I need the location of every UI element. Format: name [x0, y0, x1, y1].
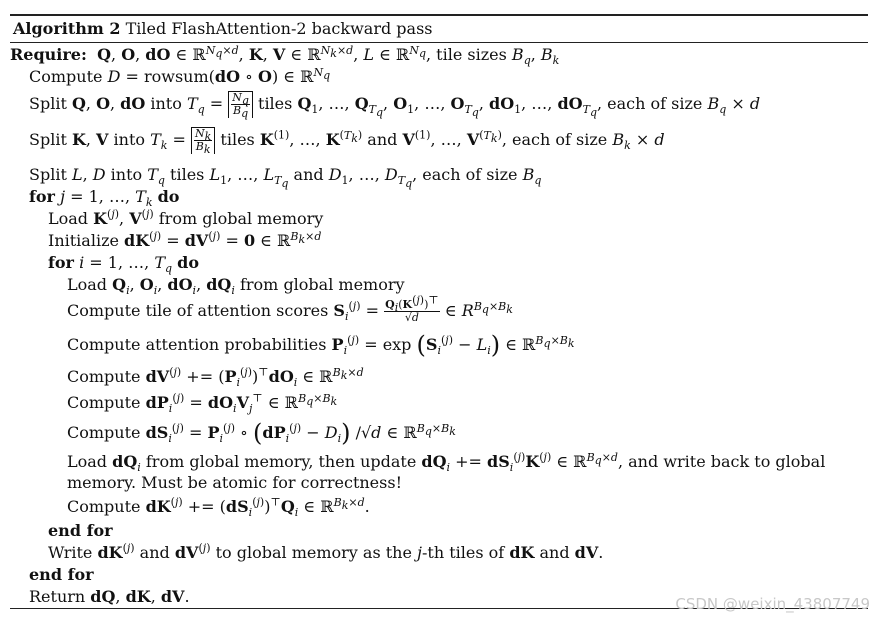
- line-compute-p: Compute attention probabilities $P_i^{(j)} = \exp (S_i^{(j)} - L_i)$ ∈ ℝ$^{B_q\times B_k}$: [67, 331, 575, 359]
- line-end-for-outer: [10, 565, 868, 584]
- line-compute-dk: Compute $dK^{(j)} += (dS_i^{(j)})^⊤Q_i$ ∈ ℝ$^{B_k\times d}$.: [67, 495, 370, 520]
- caption-label: Algorithm 2: [13, 19, 121, 38]
- line-end-for-inner: [10, 521, 868, 540]
- for-keyword: for: [48, 253, 74, 272]
- line-for-i: for i = 1, …, $T_q$ do: [48, 253, 199, 276]
- algorithm-block: [10, 14, 868, 609]
- line-compute-ds: Compute $dS_i^{(j)} = P_i^{(j)}$ ∘ $(dP_i^{(j)} - D_i)$ /√d ∈ ℝ$^{B_q\times B_k}$: [67, 419, 456, 447]
- line-compute-dv: Compute $dV^{(j)} += (P_i^{(j)})^⊤dO_i$ ∈ ℝ$^{B_k\times d}$: [67, 365, 364, 390]
- line-split-l: Split L, D into $T_q$ tiles $L_1$, …, $L_{T_q}$ and $D_1$, …, $D_{T_q}$, each of size $B_q$: [29, 165, 542, 191]
- line-load-dq: Load $dQ_i$ from global memory, then update $dQ_i += dS_i^{(j)}K^{(j)}$ ∈ ℝ$^{B_q\times d}$, and write back to global memory. Must be atomic for correctness!: [67, 450, 826, 492]
- end-for-keyword: end for: [48, 521, 113, 540]
- line-split-k: Split K, V into $T_k$ = $\frac{N_k}{B_k}$ tiles $K^{(1)}$, …, $K^{(T_k)}$ and $V^{(1)}$, …, $V^{(T_k)}$, each of size $B_k \times d$: [29, 127, 665, 157]
- do-keyword: do: [157, 187, 180, 206]
- do-keyword: do: [177, 253, 199, 272]
- line-split-q: Split Q, O, dO into $T_q$ = $\frac{N_q}{B_q}$ tiles $Q_1$, …, $Q_{T_q}$, $O_1$, …, $O_{T_q}$, $dO_1$, …, $dO_{T_q}$, each of size $B_q \times d$: [29, 91, 761, 121]
- for-keyword: for: [29, 187, 55, 206]
- line-compute-d: Compute D = rowsum(dO ∘ O) ∈ ℝ$^{N_q}$: [29, 65, 331, 86]
- line-write: Write $dK^{(j)}$ and $dV^{(j)}$ to global memory as the j-th tiles of dK and dV.: [48, 541, 604, 562]
- line-require: [10, 43, 868, 68]
- line-initialize: Initialize $dK^{(j)} = dV^{(j)} = 0$ ∈ ℝ$^{B_k\times d}$: [48, 229, 322, 250]
- caption-title: Tiled FlashAttention-2 backward pass: [125, 19, 433, 38]
- require-content: Q, O, dO ∈ ℝ$^{N_q\times d}$, K, V ∈ ℝ$^{N_k\times d}$, L ∈ ℝ$^{N_q}$, tile sizes $B_q$, $B_k$: [97, 43, 560, 68]
- line-return: Return dQ, dK, dV.: [29, 587, 190, 606]
- watermark: CSDN @weixin_43807749: [675, 595, 870, 613]
- line-for-j: for j = 1, …, $T_k$ do: [29, 187, 180, 210]
- algorithm-caption: [10, 16, 868, 42]
- algorithm-body: [10, 43, 868, 608]
- line-compute-dp: Compute $dP_i^{(j)} = dO_iV_j^⊤$ ∈ ℝ$^{B_q\times B_k}$: [67, 391, 338, 416]
- line-load-q: Load $Q_i$, $O_i$, $dO_i$, $dQ_i$ from global memory: [67, 275, 405, 298]
- require-keyword: Require:: [10, 45, 87, 64]
- line-compute-s: Compute tile of attention scores $S_i^{(j)}$ = $\frac{Q_i(K^{(j)})^⊤}{√d}$ ∈ $R^{B_q\times B_k}$: [67, 293, 513, 324]
- line-load-kv: Load $K^{(j)}$, $V^{(j)}$ from global memory: [48, 207, 324, 228]
- end-for-keyword: end for: [29, 565, 94, 584]
